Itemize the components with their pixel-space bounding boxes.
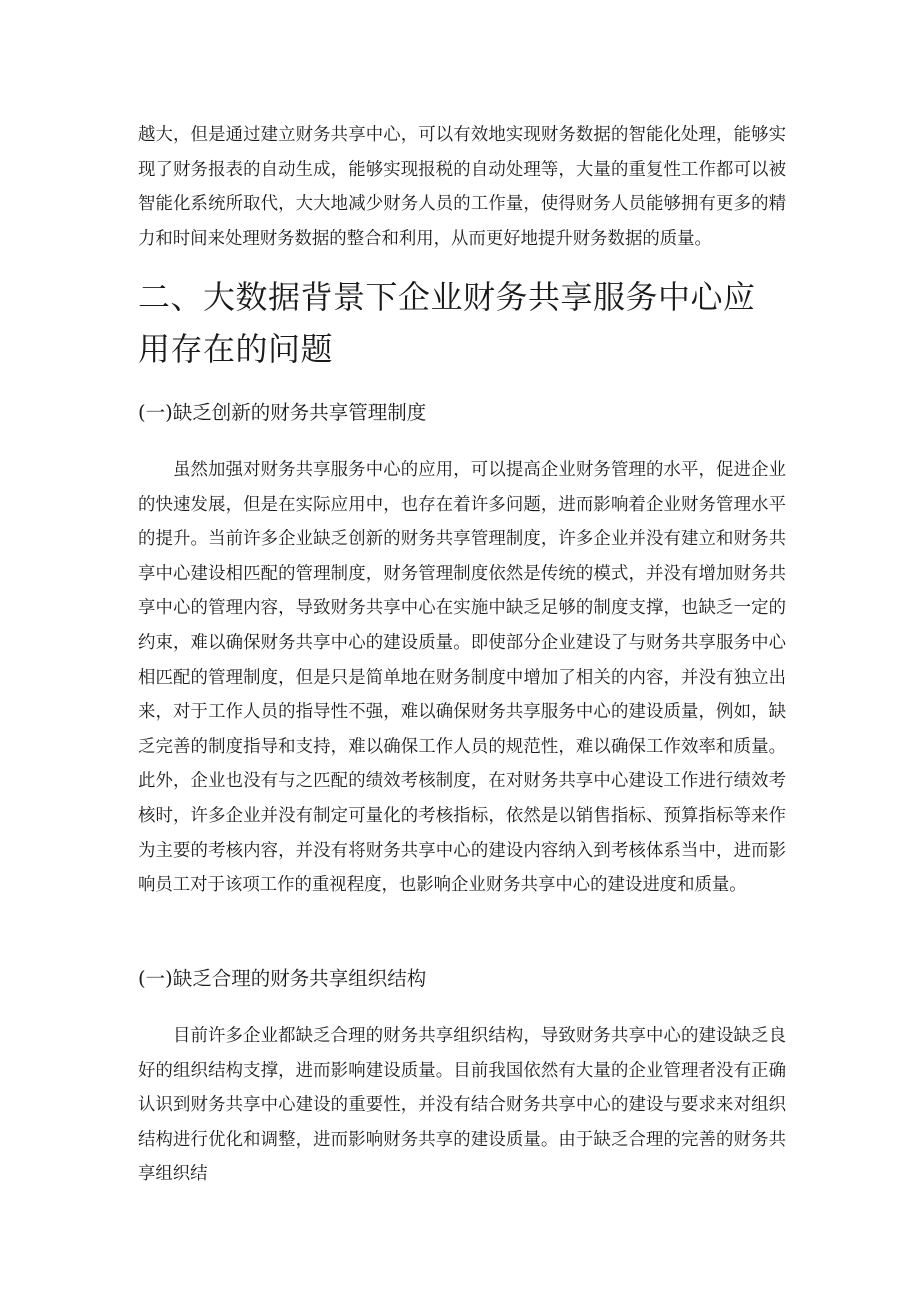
- subsection-1-body-block: [138, 453, 786, 903]
- section-heading: 二、大数据背景下企业财务共享服务中心应用存在的问题: [138, 278, 756, 368]
- subsection-1-heading-block: [138, 398, 786, 428]
- subsection-2-paragraph: 目前许多企业都缺乏合理的财务共享组织结构，导致财务共享中心的建设缺乏良好的组织结构支撑，进而影响建设质量。目前我国依然有大量的企业管理者没有正确认识到财务共享中心建设的重要性，并没有结合财务共享中心的建设与要求来对组织结构进行优化和调整，进而影响财务共享的建设质量。由于缺乏合理的完善的财务共享组织结: [138, 1026, 786, 1185]
- subsection-2-body-block: [138, 1019, 786, 1192]
- intro-paragraph: 越大，但是通过建立财务共享中心，可以有效地实现财务数据的智能化处理，能够实现了财务报表的自动生成，能够实现报税的自动处理等，大量的重复性工作都可以被智能化系统所取代，大大地减少财务人员的工作量，使得财务人员能够拥有更多的精力和时间来处理财务数据的整合和利用，从而更好地提升财务数据的质量。: [138, 125, 786, 249]
- intro-paragraph-block: [138, 118, 786, 256]
- section-heading-block: [138, 271, 786, 375]
- subsection-2-heading: (一)缺乏合理的财务共享组织结构: [138, 967, 427, 990]
- subsection-1-paragraph: 虽然加强对财务共享服务中心的应用，可以提高企业财务管理的水平，促进企业的快速发展，但是在实际应用中，也存在着许多问题，进而影响着企业财务管理水平的提升。当前许多企业缺乏创新的财务共享管理制度，许多企业并没有建立和财务共享中心建设相匹配的管理制度，财务管理制度依然是传统的模式，并没有增加财务共享中心的管理内容，导致财务共享中心在实施中缺乏足够的制度支撑，也缺乏一定的约束，难以确保财务共享中心的建设质量。即使部分企业建设了与财务共享服务中心相匹配的管理制度，但是只是简单地在财务制度中增加了相关的内容，并没有独立出来，对于工作人员的指导性不强，难以确保财务共享服务中心的建设质量，例如，缺乏完善的制度指导和支持，难以确保工作人员的规范性，难以确保工作效率和质量。此外，企业也没有与之匹配的绩效考核制度，在对财务共享中心建设工作进行绩效考核时，许多企业并没有制定可量化的考核指标，依然是以销售指标、预算指标等来作为主要的考核内容，并没有将财务共享中心的建设内容纳入到考核体系当中，进而影响员工对于该项工作的重视程度，也影响企业财务共享中心的建设进度和质量。: [138, 460, 786, 896]
- subsection-1-heading: (一)缺乏创新的财务共享管理制度: [138, 401, 427, 424]
- subsection-2-heading-block: [138, 964, 786, 994]
